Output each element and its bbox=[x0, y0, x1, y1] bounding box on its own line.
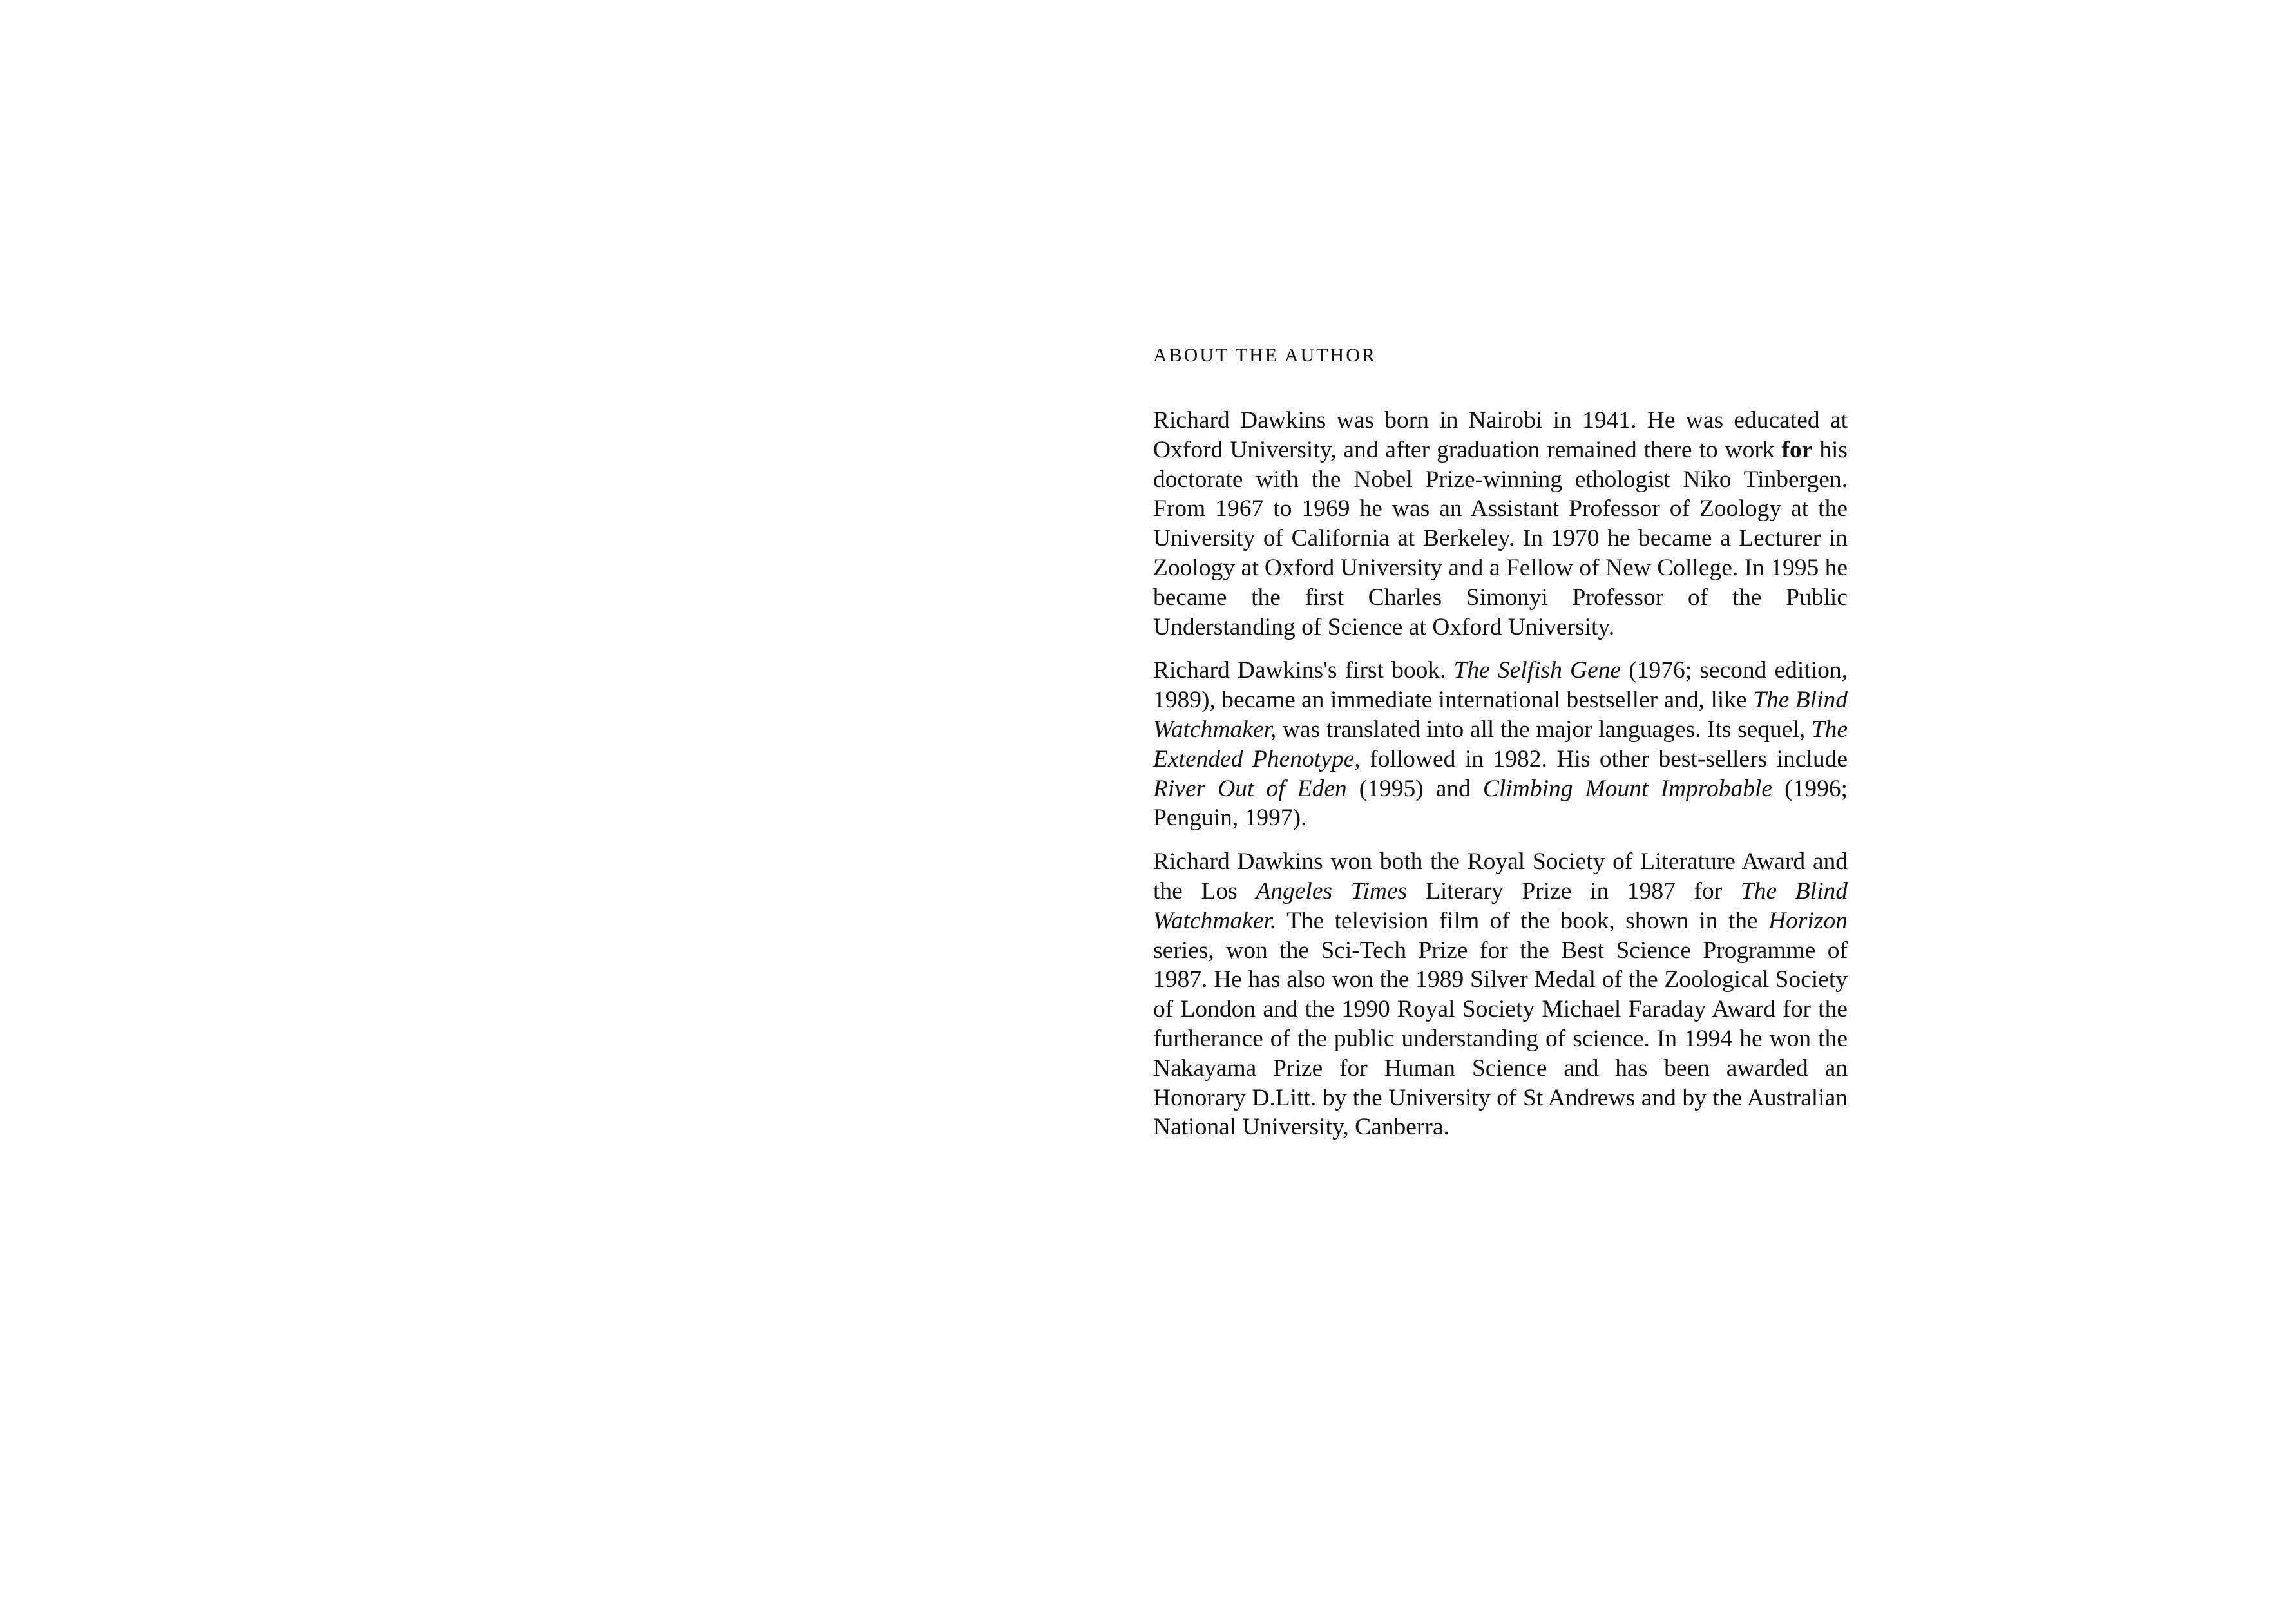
publication-angeles-times: Angeles Times bbox=[1256, 877, 1408, 904]
bio-paragraph-2 bbox=[1153, 656, 1848, 833]
p3-text-3: The television film of the book, shown in the bbox=[1276, 907, 1769, 934]
book-title-blind-watchmaker: The Blind Watchmaker, bbox=[1153, 687, 1848, 743]
p2-text-6: (1996; Penguin, 1997). bbox=[1153, 775, 1848, 832]
p3-text-4: series, won the Sci-Tech Prize for the Best Science Programme of 1987. He has also won the 1989 Silver Medal of the Zoological Society of London and the 1990 Royal Society Michael Faraday Award for the furtherance of the public understanding of science. In 1994 he won the Nakayama Prize for Human Science and has been awarded an Honorary D.Litt. by the University of St Andrews and by the Australian National University, Canberra. bbox=[1153, 937, 1848, 1141]
p1-text-1: Richard Dawkins was born in Nairobi in 1941. He was educated at Oxford University, and after graduation remained there to work bbox=[1153, 407, 1848, 463]
bio-paragraph-3 bbox=[1153, 847, 1848, 1142]
book-title-blind-watchmaker-2: The Blind Watchmaker. bbox=[1153, 877, 1848, 934]
p3-text-1: Richard Dawkins won both the Royal Society of Literature Award and the Los bbox=[1153, 848, 1848, 904]
bio-paragraph-1 bbox=[1153, 406, 1848, 642]
book-title-river-out-of-eden: River Out of Eden bbox=[1153, 775, 1347, 802]
p2-text-5: (1995) and bbox=[1346, 775, 1483, 802]
p1-text-2: his doctorate with the Nobel Prize-winning ethologist Niko Tinbergen. From 1967 to 1969 he was an Assistant Professor of Zoology at the University of California at Berkeley. In 1970 he became a Lecturer in Zoology at Oxford University and a Fellow of New College. In 1995 he became the first Charles Simonyi Professor of the Public Understanding of Science at Oxford University. bbox=[1153, 436, 1848, 640]
p3-text-2: Literary Prize in 1987 for bbox=[1407, 877, 1741, 904]
p2-text-4: followed in 1982. His other best-sellers include bbox=[1360, 745, 1848, 772]
p2-text-3: was translated into all the major languages. Its sequel, bbox=[1276, 716, 1812, 743]
book-title-selfish-gene: The Selfish Gene bbox=[1453, 657, 1621, 684]
p1-bold-for: for bbox=[1781, 436, 1813, 463]
p2-text-2: (1976; second edition, 1989), became an immediate international bestseller and, like bbox=[1153, 657, 1848, 714]
p2-text-1: Richard Dawkins's first book. bbox=[1153, 657, 1454, 684]
book-title-climbing-mount-improbable: Climbing Mount Improbable bbox=[1482, 775, 1773, 802]
book-title-extended-phenotype: The Extended Phenotype, bbox=[1153, 716, 1848, 772]
series-title-horizon: Horizon bbox=[1768, 907, 1848, 934]
about-the-author-section bbox=[1153, 341, 1848, 1156]
section-heading: ABOUT THE AUTHOR bbox=[1153, 345, 1377, 366]
